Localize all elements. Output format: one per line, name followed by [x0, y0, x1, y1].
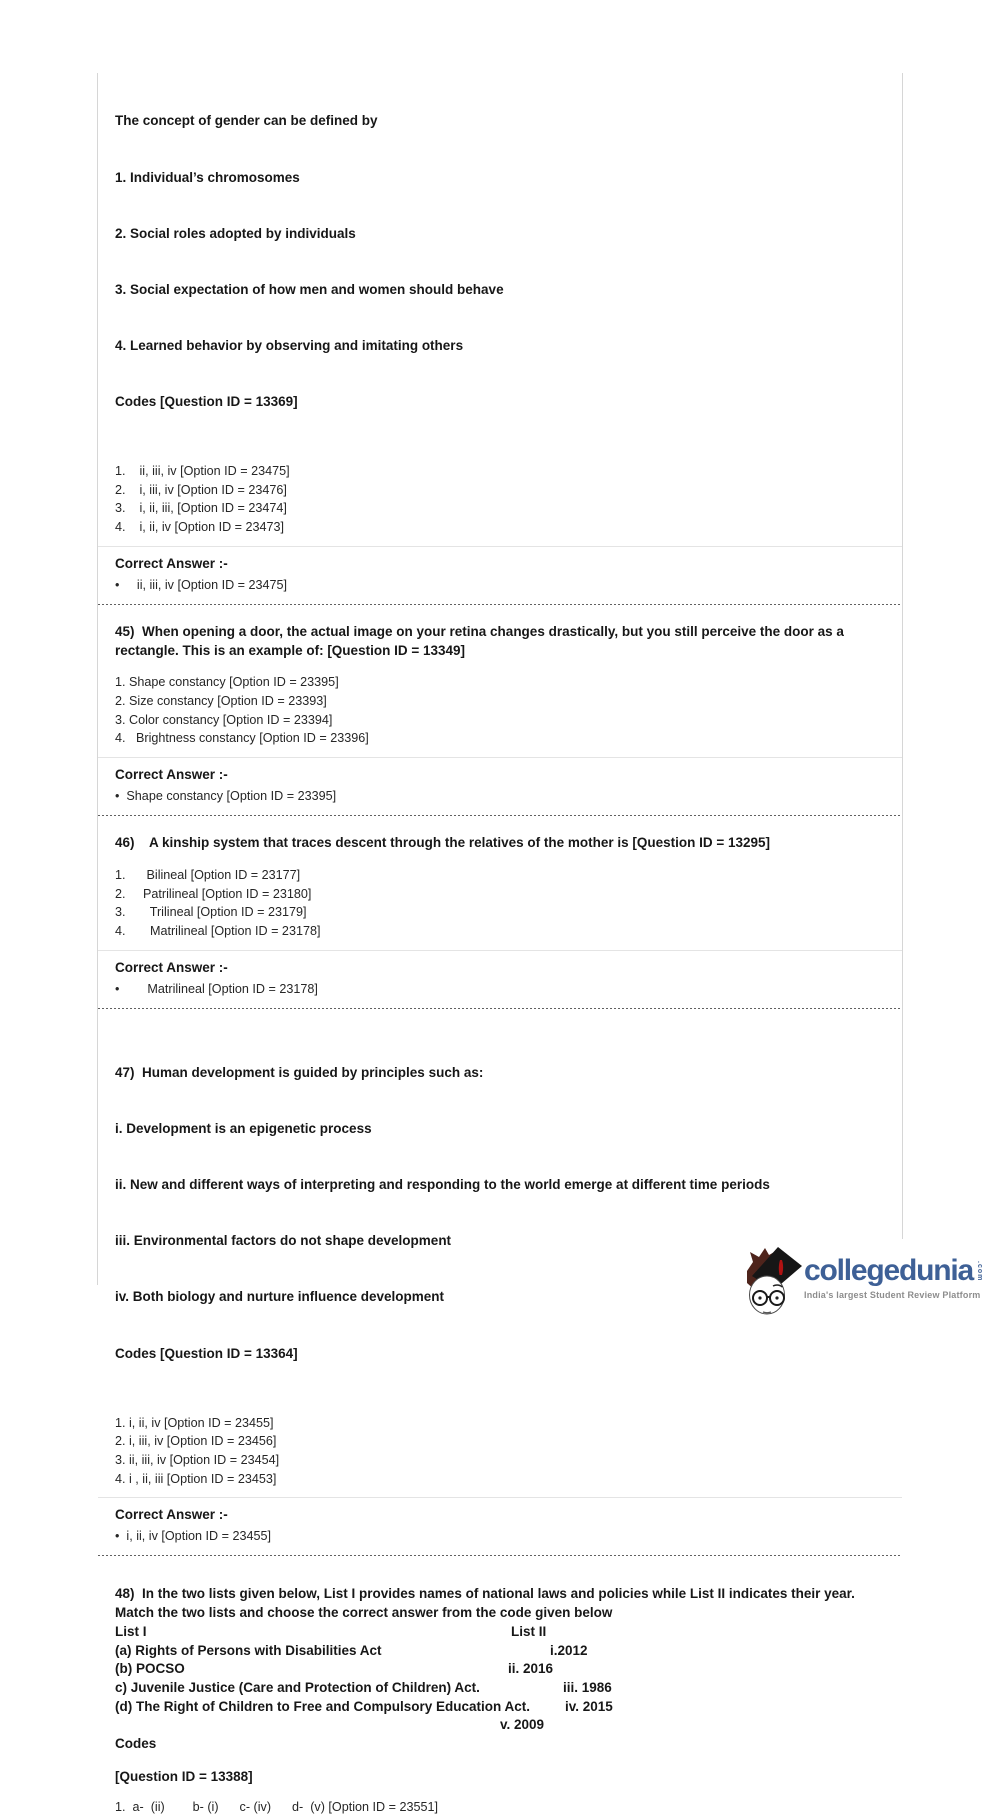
- dotted-divider: [98, 604, 902, 605]
- option-item: 3. Color constancy [Option ID = 23394]: [115, 712, 333, 727]
- question-line: iii. Environmental factors do not shape development: [115, 1233, 452, 1249]
- options-list: [115, 673, 882, 748]
- list1-item: (a) Rights of Persons with Disabilities Act: [115, 1642, 382, 1658]
- solid-divider: [98, 757, 902, 758]
- options-list: [115, 866, 882, 941]
- match-row: [115, 1660, 882, 1679]
- option-item: 2. Size constancy [Option ID = 23393]: [115, 693, 327, 708]
- question-line: 47) Human development is guided by principles such as:: [115, 1065, 484, 1081]
- match-row: [115, 1623, 882, 1642]
- brand-name: collegedunia: [804, 1254, 973, 1287]
- brand-tagline: India's largest Student Review Platform: [804, 1290, 981, 1300]
- question-line: 3. Social expectation of how men and women should behave: [115, 281, 504, 297]
- question-id: [Question ID = 13388]: [115, 1768, 253, 1784]
- question-block-48: [98, 1585, 902, 1816]
- question-codes-line: Codes [Question ID = 13364]: [115, 1345, 298, 1361]
- solid-divider: [98, 546, 902, 547]
- question-text: [115, 75, 882, 449]
- question-block-46: [98, 834, 902, 1009]
- match-row: [115, 1679, 882, 1698]
- question-line: 1. Individual’s chromosomes: [115, 169, 300, 185]
- question-text: [115, 1027, 882, 1401]
- correct-answer-label: Correct Answer :-: [115, 767, 228, 783]
- question-text: 48) In the two lists given below, List I provides names of national laws and policies while List II indicates their year. Match the two lists and choose the correct answer from the code given below: [115, 1586, 859, 1621]
- list2-item: iv. 2015: [565, 1698, 613, 1714]
- option-item: 4. i , ii, iii [Option ID = 23453]: [115, 1471, 277, 1486]
- match-row: [115, 1698, 882, 1717]
- correct-answer-label: Correct Answer :-: [115, 1507, 228, 1523]
- collegedunia-logo: [740, 1239, 983, 1319]
- option-item: 1. ii, iii, iv [Option ID = 23475]: [115, 464, 290, 479]
- question-line: iv. Both biology and nurture influence development: [115, 1289, 445, 1305]
- list1-header: List I: [115, 1623, 147, 1639]
- option-item: 4. Matrilineal [Option ID = 23178]: [115, 923, 321, 938]
- option-item: 1. Shape constancy [Option ID = 23395]: [115, 675, 339, 690]
- question-line: 2. Social roles adopted by individuals: [115, 225, 356, 241]
- correct-answer-value: • ii, iii, iv [Option ID = 23475]: [115, 577, 288, 592]
- question-text: 45) When opening a door, the actual image on your retina changes drastically, but you still perceive the door as a rectangle. This is an example of: [Question ID = 13349]: [115, 623, 848, 658]
- list2-header: List II: [511, 1623, 547, 1639]
- option-item: 1. i, ii, iv [Option ID = 23455]: [115, 1415, 274, 1430]
- match-row: [115, 1642, 882, 1661]
- option-item: 3. i, ii, iii, [Option ID = 23474]: [115, 501, 287, 516]
- list2-item: v. 2009: [500, 1717, 545, 1733]
- option-item: 3. ii, iii, iv [Option ID = 23454]: [115, 1453, 280, 1468]
- match-row: [115, 1716, 882, 1735]
- question-line: 4. Learned behavior by observing and imitating others: [115, 337, 464, 353]
- option-item: 1. a- (ii) b- (i) c- (iv) d- (v) [Option ID = 23551]: [115, 1799, 438, 1814]
- option-item: 4. i, ii, iv [Option ID = 23473]: [115, 520, 285, 535]
- question-line: ii. New and different ways of interpreting and responding to the world emerge at different time periods: [115, 1177, 770, 1193]
- dotted-divider: [98, 1008, 902, 1009]
- correct-answer-value: • i, ii, iv [Option ID = 23455]: [115, 1529, 271, 1544]
- logo-text-group: [804, 1239, 983, 1300]
- list2-item: ii. 2016: [508, 1661, 554, 1677]
- correct-answer-label: Correct Answer :-: [115, 555, 228, 571]
- correct-answer-label: Correct Answer :-: [115, 959, 228, 975]
- solid-divider: [98, 950, 902, 951]
- question-block-45: [98, 623, 902, 816]
- options-list: [115, 1414, 882, 1489]
- question-codes-line: Codes [Question ID = 13369]: [115, 393, 298, 409]
- options-list: [115, 462, 882, 537]
- list2-item: iii. 1986: [563, 1679, 612, 1695]
- brand-tld: .com: [975, 1261, 983, 1282]
- list1-item: c) Juvenile Justice (Care and Protection of Children) Act.: [115, 1679, 480, 1695]
- option-item: 2. Patrilineal [Option ID = 23180]: [115, 886, 312, 901]
- dotted-divider: [98, 1555, 902, 1556]
- solid-divider: [98, 1497, 902, 1498]
- list2-item: i.2012: [550, 1642, 588, 1658]
- option-item: 2. i, iii, iv [Option ID = 23476]: [115, 482, 287, 497]
- question-line: i. Development is an epigenetic process: [115, 1121, 372, 1137]
- option-item: 2. i, iii, iv [Option ID = 23456]: [115, 1434, 277, 1449]
- question-line: The concept of gender can be defined by: [115, 113, 378, 129]
- match-lists: [115, 1623, 882, 1735]
- question-block-44: [98, 75, 902, 605]
- list1-item: (d) The Right of Children to Free and Compulsory Education Act.: [115, 1698, 530, 1714]
- mascot-icon: [740, 1239, 802, 1322]
- option-item: 1. Bilineal [Option ID = 23177]: [115, 867, 301, 882]
- correct-answer-value: • Matrilineal [Option ID = 23178]: [115, 981, 318, 996]
- correct-answer-value: • Shape constancy [Option ID = 23395]: [115, 789, 337, 804]
- option-item: 3. Trilineal [Option ID = 23179]: [115, 905, 307, 920]
- codes-label: Codes: [115, 1736, 157, 1752]
- question-text: 46) A kinship system that traces descent through the relatives of the mother is [Question ID = 13295]: [115, 835, 771, 851]
- option-item: 4. Brightness constancy [Option ID = 23396]: [115, 731, 369, 746]
- list1-item: (b) POCSO: [115, 1661, 185, 1677]
- dotted-divider: [98, 815, 902, 816]
